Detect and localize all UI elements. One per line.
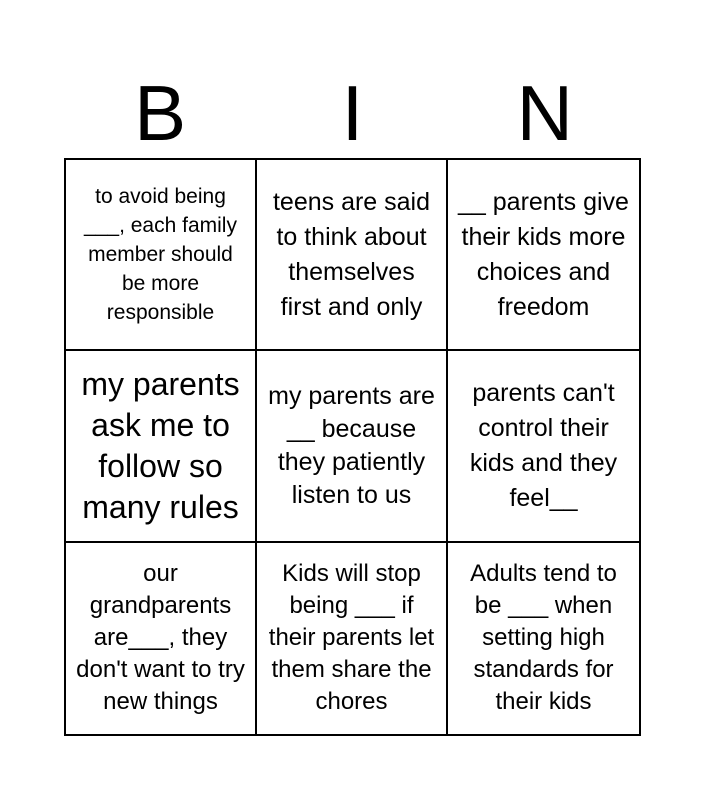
header-letter-n: N (516, 69, 573, 157)
cell-text: teens are said to think about themselves first and only (272, 187, 431, 321)
bingo-cell-r2c3[interactable] (448, 351, 639, 542)
cell-text: Adults tend to be ___ when setting high standards for their kids (470, 560, 617, 716)
bingo-cell-r1c2[interactable] (257, 160, 448, 351)
cell-text: Kids will stop being ___ if their parents let them share the chores (268, 560, 435, 716)
bingo-header (64, 68, 641, 158)
cell-text: my parents ask me to follow so many rules (81, 365, 240, 525)
bingo-cell-r3c2[interactable] (257, 543, 448, 734)
cell-text: to avoid being ___, each family member should be more responsible (84, 185, 237, 325)
cell-text: parents can't control their kids and they feel__ (469, 378, 618, 512)
bingo-cell-r3c3[interactable] (448, 543, 639, 734)
bingo-cell-r2c1[interactable] (66, 351, 257, 542)
cell-text: my parents are __ because they patiently listen to us (268, 381, 435, 509)
bingo-cell-r3c1[interactable] (66, 543, 257, 734)
bingo-grid (64, 158, 641, 736)
cell-text: __ parents give their kids more choices and freedom (458, 187, 629, 321)
bingo-cell-r1c3[interactable] (448, 160, 639, 351)
bingo-cell-r2c2[interactable] (257, 351, 448, 542)
header-letter-i: I (341, 69, 364, 157)
bingo-cell-r1c1[interactable] (66, 160, 257, 351)
cell-text: our grandparents are___, they don't want to try new things (76, 560, 245, 716)
header-letter-b: B (134, 69, 187, 157)
